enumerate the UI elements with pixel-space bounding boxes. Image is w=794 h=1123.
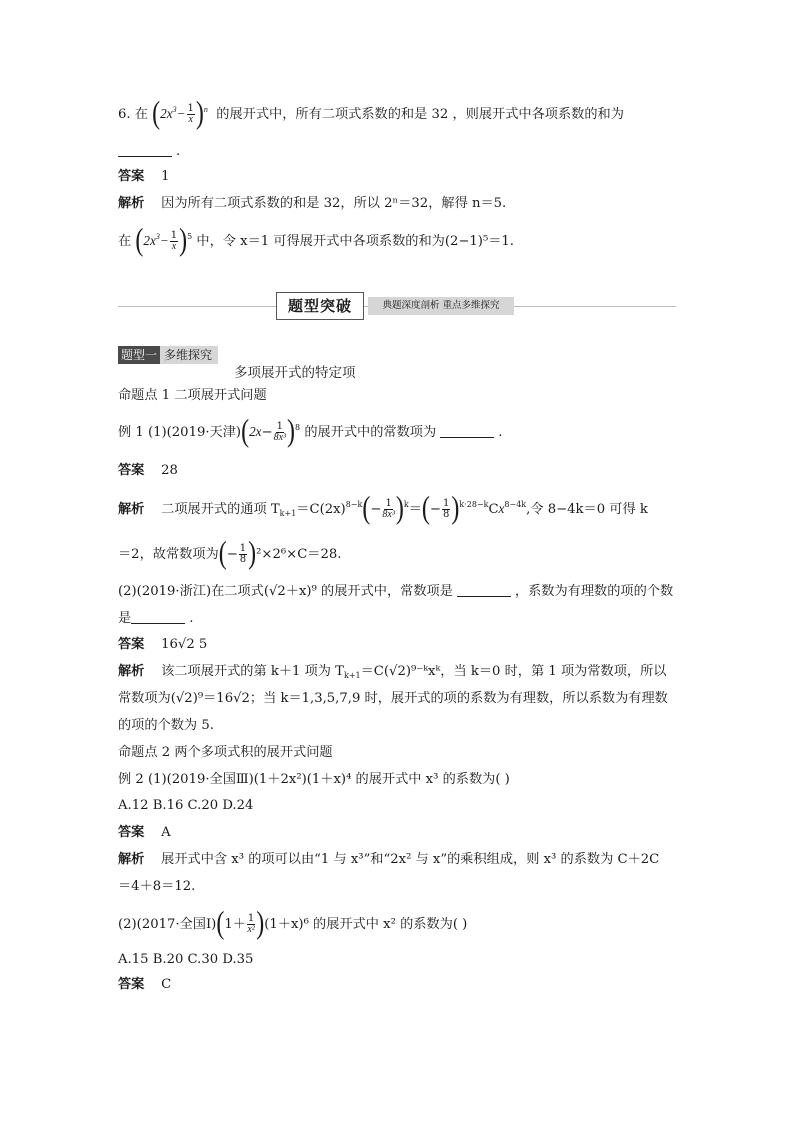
question-text: (2)(2019·浙江)在二项式(√2＋x)⁹ 的展开式中，常数项是 [118, 584, 453, 599]
q6-answer [118, 168, 170, 186]
ex1-2-line2 [118, 609, 193, 628]
answer-label: 答案 [118, 977, 145, 992]
analysis-label: 解析 [118, 196, 145, 211]
question-text: ，系数为有理数的项的个数 [514, 584, 674, 599]
analysis-text: ＝28. [307, 547, 342, 562]
q6-blank-end: . [176, 144, 181, 159]
analysis-label: 解析 [118, 664, 145, 679]
question-text: 是 [118, 611, 132, 626]
ex1-line: 例 1 (1)(2019·天津)(2x− $\frac{1}{\text{8x³}}$ )$^8$ 的展开式中的常数项为 . [118, 415, 503, 449]
analysis-label: 解析 [118, 502, 145, 517]
tag-explore: 多维探究 [160, 346, 218, 364]
analysis-text: ＝ [408, 502, 422, 517]
tag-type: 题型一 [118, 346, 160, 364]
ex2-options: A.12 B.16 C.20 D.24 [118, 798, 254, 813]
ex1-2-answer [118, 636, 207, 654]
q6-text: 的展开式中，所有二项式系数的和是 32 ，则展开式中各项系数的和为 [216, 107, 624, 122]
q6-analysis-line2 [118, 224, 514, 258]
ex1-post: 的展开式中的常数项为 [304, 425, 437, 440]
left-paren: ( [421, 492, 430, 526]
superscript: 8−k [345, 500, 363, 509]
ex1-2-blank2[interactable] [131, 609, 185, 624]
analysis-text: 展开式中含 x³ 的项可以由“1 与 x³”和“2x² 与 x”的乘积组成，则 x³ 的系数为 C [161, 852, 628, 867]
analysis-fraction: $\frac{1}{x}$ [170, 230, 178, 252]
section-subtitle: 多项展开式的特定项 [234, 365, 356, 381]
left-paren: ( [362, 492, 371, 526]
ex1-answer [118, 462, 178, 480]
analysis-text: ²×2⁶×C [256, 547, 308, 562]
right-paren: ) [451, 492, 460, 526]
ex1-2-blank1[interactable] [457, 582, 511, 597]
analysis-text: ＝C [360, 664, 384, 679]
answer-label: 答案 [118, 825, 145, 840]
left-paren: ( [152, 97, 161, 131]
q6-fraction: $\frac{1}{x}$ [187, 103, 194, 125]
analysis-expr: $2x^3-$ [143, 232, 169, 248]
superscript: k·2 [459, 500, 472, 509]
right-paren: ) [248, 537, 257, 571]
analysis-fraction: $\frac{1}{\text{8x³}}$ [382, 498, 395, 520]
ex1-analysis-line2: ＝2，故常数项为(− $\frac{1}{8}$ )²×2⁶×C＝28. [118, 537, 342, 571]
q6-expr: $2x^3-$ [160, 105, 186, 121]
analysis-pre: 在 [118, 234, 132, 249]
answer-value: 28 [161, 463, 178, 478]
section-banner [276, 292, 516, 320]
analysis-line2-text: 中，令 x＝1 可得展开式中各项系数的和为(2−1)⁵＝1. [196, 234, 514, 249]
superscript: 8−k [471, 500, 489, 509]
q6-blank[interactable] [118, 142, 172, 157]
q6-number: 6. 在 [118, 107, 148, 122]
analysis-fraction3: $\frac{1}{8}$ [239, 543, 247, 565]
analysis-text: 二项展开式的通项 T [161, 502, 280, 517]
answer-value: C [161, 977, 172, 992]
banner-title: 题型突破 [276, 292, 364, 320]
analysis-text: ＋2C [627, 852, 660, 867]
ex1-fraction: $\frac{1}{\text{8x³}}$ [273, 421, 287, 443]
ex2-analysis-line1 [118, 851, 659, 869]
analysis-text: C [488, 502, 499, 517]
analysis-text: 的项的个数为 5. [118, 718, 214, 733]
q6-power: n [203, 105, 208, 114]
analysis-label: 解析 [118, 852, 145, 867]
ex2-line1: 例 2 (1)(2019·全国Ⅲ)(1＋2x²)(1＋x)⁴ 的展开式中 x³ 的系数为( ) [118, 772, 510, 787]
ex2-2-answer [118, 976, 171, 994]
analysis-text: 因为所有二项式系数的和是 32，所以 2ⁿ＝32，解得 n＝5. [161, 196, 507, 211]
ex1-power: 8 [295, 423, 301, 432]
ex1-blank[interactable] [440, 423, 494, 438]
ex2-analysis-line2 [118, 878, 195, 896]
ex2-2-fraction: $\frac{1}{\text{x²}}$ [247, 913, 255, 935]
ex2-2-line1 [118, 907, 468, 941]
right-paren: ) [287, 415, 296, 449]
question-text: 1＋ [224, 917, 246, 932]
ex2-2-options: A.15 B.20 C.30 D.35 [118, 952, 254, 967]
analysis-text: x [498, 501, 505, 516]
ex1-end: . [498, 425, 503, 440]
analysis-text: 常数项为(√2)⁹＝16√2；当 k＝1,3,5,7,9 时，展开式的项的系数为有理数，所以系数为有理数 [118, 691, 668, 706]
ex1-analysis-line1: 解析 二项展开式的通项 $T_{k+1}=C(2x)^{8-k}(-$ $\frac{1}{\text{8x³}}$ )$^k$＝(− $\frac{1}{8}$ )$^{k\cdot 28-k}Cx^{8-4k}$,令 8−4k＝0 可得 k [118, 492, 648, 526]
analysis-text: ＝2，故常数项为 [118, 547, 219, 562]
right-paren: ) [195, 97, 204, 131]
point1-heading: 命题点 1 二项展开式问题 [118, 388, 267, 403]
banner-subtitle: 典题深度剖析 重点多维探究 [368, 297, 514, 315]
ex1-pre: 例 1 (1)(2019·天津) [118, 425, 242, 440]
answer-label: 答案 [118, 169, 145, 184]
analysis-text: ,令 8−4k＝0 可得 k [526, 502, 648, 517]
ex1-2-analysis-line3 [118, 717, 214, 735]
question-text: . [189, 611, 194, 626]
ex1-2-analysis-line1 [118, 663, 666, 681]
left-paren: ( [218, 537, 227, 571]
q6-line2 [118, 142, 180, 161]
analysis-fraction2: $\frac{1}{8}$ [442, 498, 450, 520]
analysis-text: ＝4＋8＝12. [118, 879, 196, 894]
answer-value: 16√2 5 [161, 637, 208, 652]
q6-analysis [118, 195, 506, 213]
subscript: k+1 [343, 671, 361, 680]
answer-value: 1 [161, 169, 170, 184]
left-paren: ( [216, 907, 225, 941]
superscript: 8−4k [504, 500, 527, 509]
answer-label: 答案 [118, 637, 145, 652]
q6-line1 [118, 97, 624, 131]
right-paren: ) [179, 224, 188, 258]
superscript: k [403, 500, 409, 509]
subscript: k+1 [279, 509, 297, 518]
ex1-2-line1 [118, 582, 673, 601]
right-paren: ) [256, 907, 265, 941]
point2-heading: 命题点 2 两个多项式积的展开式问题 [118, 745, 333, 760]
analysis-text: (√2)⁹⁻ᵏxᵏ，当 k＝0 时，第 1 项为常数项，所以 [383, 664, 667, 679]
question-text: (2)(2017·全国Ⅰ) [118, 917, 217, 932]
analysis-text: ＝C [296, 502, 320, 517]
right-paren: ) [395, 492, 404, 526]
ex1-2-analysis-line2 [118, 690, 668, 708]
left-paren: ( [135, 224, 144, 258]
type-tag [118, 346, 218, 364]
analysis-power: 5 [187, 232, 193, 241]
analysis-text: 该二项展开式的第 k＋1 项为 T [161, 664, 344, 679]
answer-value: A [161, 825, 171, 840]
ex2-answer [118, 824, 171, 842]
ex1-expr: 2x [249, 424, 262, 439]
answer-label: 答案 [118, 463, 145, 478]
left-paren: ( [241, 415, 250, 449]
question-text: (1＋x)⁶ 的展开式中 x² 的系数为( ) [264, 917, 468, 932]
analysis-text: (2x) [319, 502, 346, 517]
